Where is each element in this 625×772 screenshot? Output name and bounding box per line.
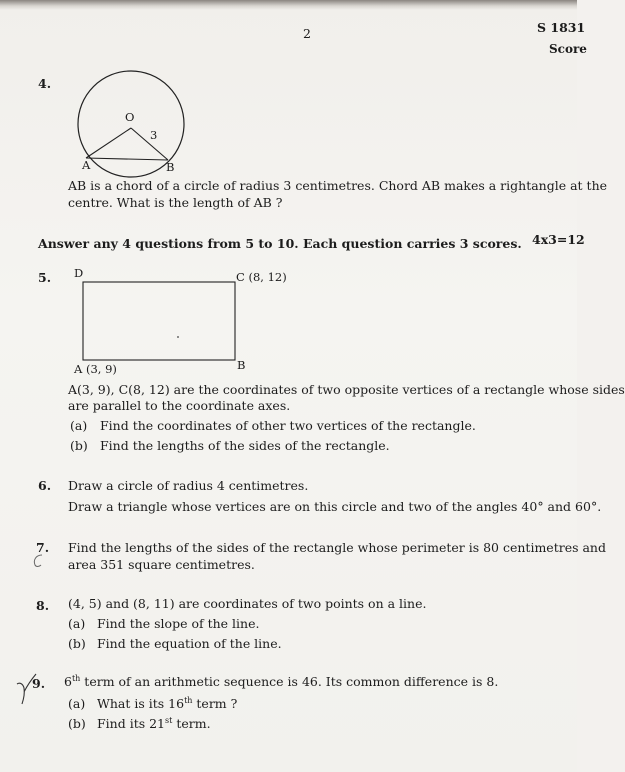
q9a-post: term ? — [192, 696, 238, 711]
question-4-text-line-1: AB is a chord of a circle of radius 3 centimetres. Chord AB makes a rightangle at the — [68, 178, 608, 193]
question-8a-label: (a) — [68, 616, 86, 631]
rectangle — [83, 282, 235, 360]
handwritten-tick-mark — [30, 552, 46, 570]
question-9a-text — [97, 696, 237, 712]
scan-top-edge — [0, 0, 577, 10]
q9-line1-rest: term of an arithmetic sequence is 46. Its common difference is 8. — [80, 674, 499, 689]
label-a: A — [82, 158, 91, 172]
question-5a-label: (a) — [70, 418, 88, 433]
question-6-line-1: Draw a circle of radius 4 centimetres. — [68, 478, 309, 493]
question-4-number: 4. — [38, 76, 52, 91]
question-5-text-line-1: A(3, 9), C(8, 12) are the coordinates of two opposite vertices of a rectangle whose sides — [68, 382, 625, 397]
question-9-number: 9. — [32, 676, 46, 691]
section-instruction: Answer any 4 questions from 5 to 10. Each question carries 3 scores. — [38, 236, 522, 251]
q9-line1-suffix: th — [71, 673, 81, 683]
q9a-pre: What is its 16 — [97, 696, 185, 711]
question-5a-text: Find the coordinates of other two vertices of the rectangle. — [100, 418, 476, 433]
section-score: 4x3=12 — [532, 232, 585, 247]
question-8-number: 8. — [36, 598, 50, 613]
question-6-number: 6. — [38, 478, 52, 493]
score-column-label: Score — [549, 42, 587, 56]
page-number: 2 — [303, 26, 311, 41]
question-8-line-1: (4, 5) and (8, 11) are coordinates of two points on a line. — [68, 596, 427, 611]
question-8a-text: Find the slope of the line. — [97, 616, 260, 631]
question-9b-label: (b) — [68, 716, 86, 731]
chord-ab — [86, 158, 168, 160]
question-7-line-1: Find the lengths of the sides of the rectangle whose perimeter is 80 centimetres and — [68, 540, 606, 555]
question-7-number: 7. — [36, 540, 50, 555]
q9b-suffix: st — [165, 715, 173, 725]
label-b: B — [166, 160, 175, 174]
question-5b-text: Find the lengths of the sides of the rectangle. — [100, 438, 390, 453]
exam-code: S 1831 — [537, 20, 586, 35]
question-6-line-2: Draw a triangle whose vertices are on this circle and two of the angles 40° and 60°. — [68, 499, 602, 514]
q9a-suffix: th — [184, 695, 193, 705]
question-9b-text — [97, 716, 211, 732]
question-5b-label: (b) — [70, 438, 88, 453]
label-radius-3: 3 — [150, 128, 158, 142]
q9b-post: term. — [172, 716, 211, 731]
question-8b-label: (b) — [68, 636, 86, 651]
q9-line1-ordinal: 6 — [64, 674, 72, 689]
label-c: C (8, 12) — [236, 270, 287, 284]
question-5-text-line-2: are parallel to the coordinate axes. — [68, 398, 291, 413]
question-7-line-2: area 351 square centimetres. — [68, 557, 255, 572]
label-d: D — [74, 266, 84, 280]
question-4-text-line-2: centre. What is the length of AB ? — [68, 195, 283, 210]
question-5-rectangle-figure — [80, 280, 240, 364]
question-9a-label: (a) — [68, 696, 86, 711]
radius-oa — [86, 128, 131, 158]
scan-dot — [177, 336, 179, 338]
question-8b-text: Find the equation of the line. — [97, 636, 282, 651]
label-b: B — [237, 358, 246, 372]
q9b-pre: Find its 21 — [97, 716, 166, 731]
label-o: O — [125, 110, 135, 124]
label-a-coordinates: A (3, 9) — [74, 362, 117, 376]
question-9-line-1 — [64, 674, 498, 690]
question-5-number: 5. — [38, 270, 52, 285]
